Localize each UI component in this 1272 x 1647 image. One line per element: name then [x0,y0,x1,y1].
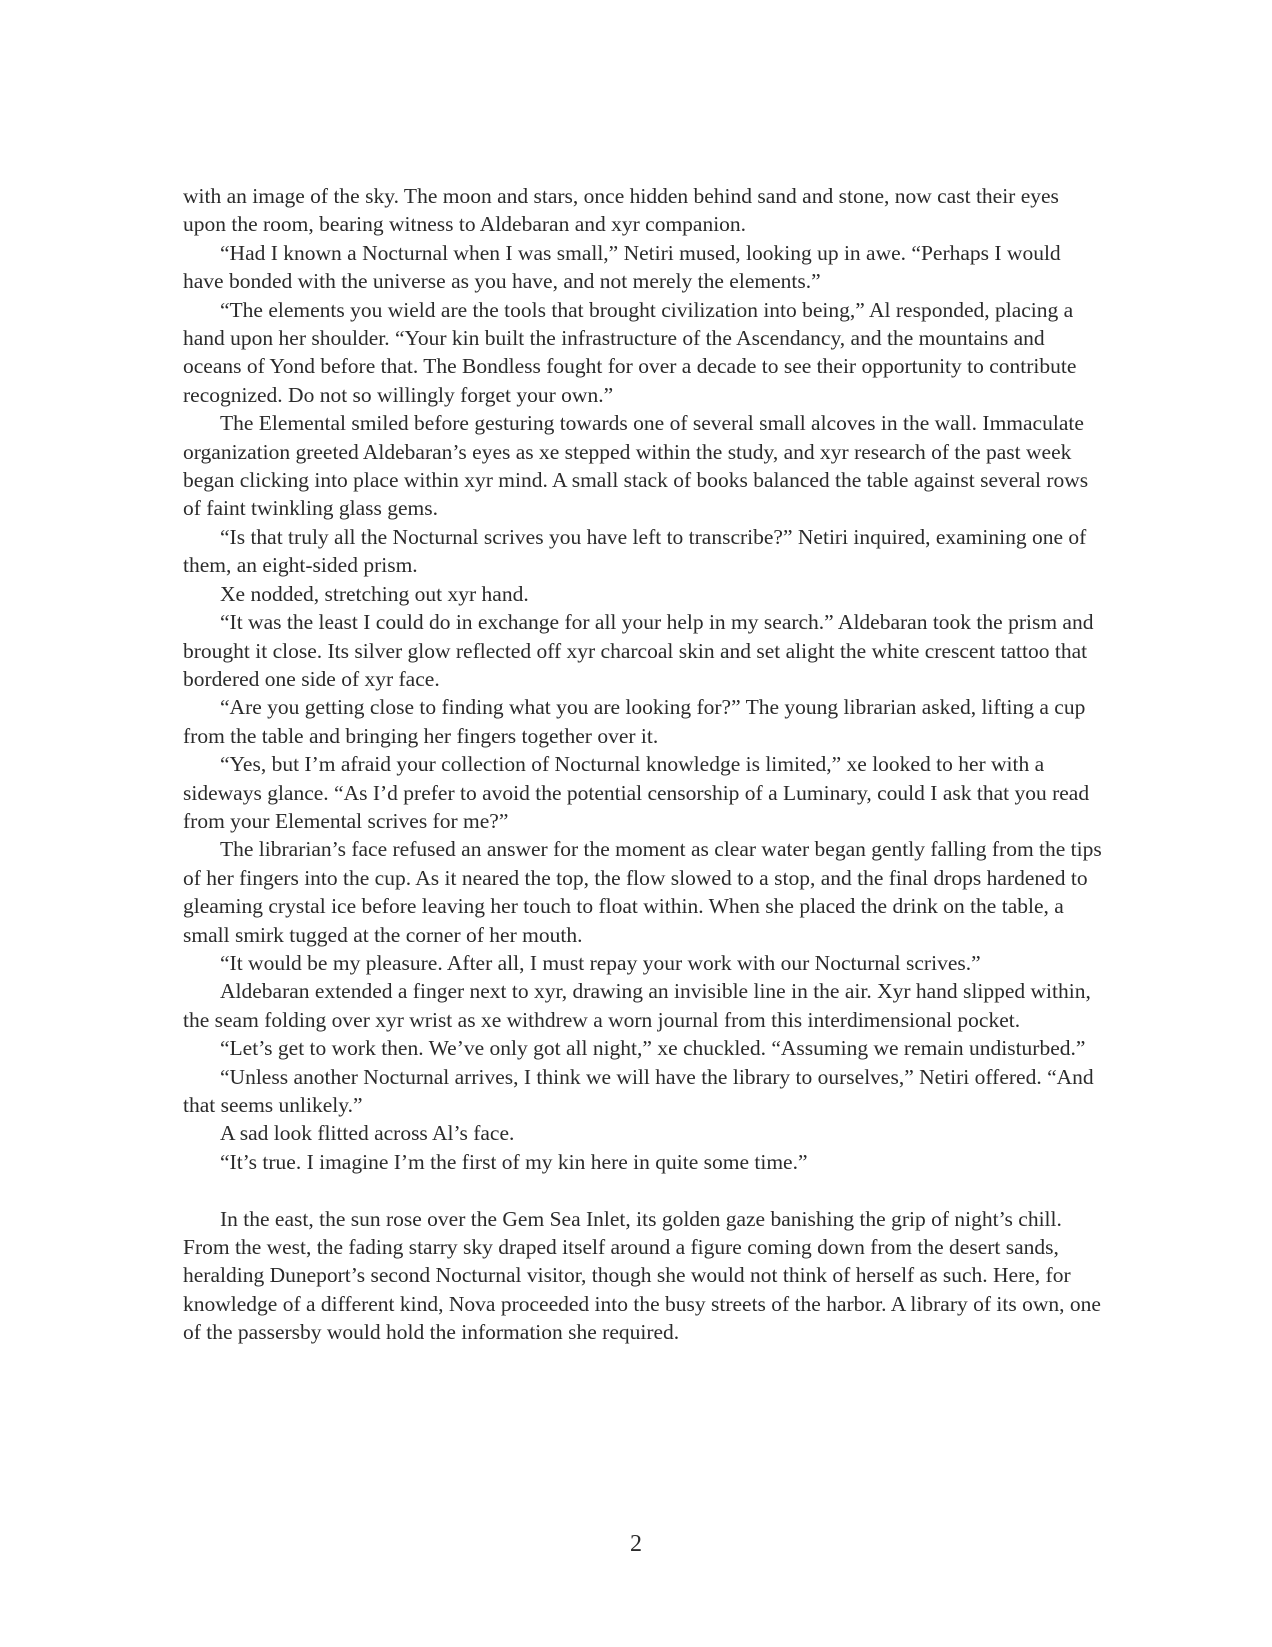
page-number: 2 [630,1531,642,1557]
paragraph: “Are you getting close to finding what you are looking for?” The young librarian asked, lifting a cup from the table and bringing her fingers together over it. [183,695,1086,748]
paragraph: Xe nodded, stretching out xyr hand. [220,581,529,606]
paragraph: with an image of the sky. The moon and stars, once hidden behind sand and stone, now cast their eyes upon the room, bearing witness to Aldebaran and xyr companion. [183,184,1059,237]
paragraph: “It was the least I could do in exchange for all your help in my search.” Aldebaran took the prism and brought it close. Its silver glow reflected off xyr charcoal skin and set alight the white crescent tattoo that bordered one side of xyr face. [183,610,1094,691]
body-text [183,182,1103,1347]
paragraph: Aldebaran extended a finger next to xyr, drawing an invisible line in the air. Xyr hand slipped within, the seam folding over xyr wrist as xe withdrew a worn journal from this interdimensional pocket. [183,979,1091,1032]
paragraph: The Elemental smiled before gesturing towards one of several small alcoves in the wall. Immaculate organization greeted Aldebaran’s eyes as xe stepped within the study, and xyr research of the past week began clicking into place within xyr mind. A small stack of books balanced the table against several rows of faint twinkling glass gems. [183,411,1089,521]
paragraph: “It’s true. I imagine I’m the first of my kin here in quite some time.” [220,1149,808,1174]
paragraph: In the east, the sun rose over the Gem Sea Inlet, its golden gaze banishing the grip of night’s chill. From the west, the fading starry sky draped itself around a figure coming down from the desert sands, heralding Duneport’s second Nocturnal visitor, though she would not think of herself as such. Here, for knowledge of a different kind, Nova proceeded into the busy streets of the harbor. A library of its own, one of the passersby would hold the information she required. [183,1206,1101,1345]
scene-break [183,1176,1103,1204]
paragraph: “It would be my pleasure. After all, I must repay your work with our Nocturnal scrives.” [220,950,981,975]
paragraph: A sad look flitted across Al’s face. [220,1121,515,1146]
paragraph: The librarian’s face refused an answer for the moment as clear water began gently falling from the tips of her fingers into the cup. As it neared the top, the flow slowed to a stop, and the final drops hardened to gleaming crystal ice before leaving her touch to float within. When she placed the drink on the table, a small smirk tugged at the corner of her mouth. [183,837,1102,947]
paragraph: “Is that truly all the Nocturnal scrives you have left to transcribe?” Netiri inquired, examining one of them, an eight-sided prism. [183,524,1087,578]
paragraph: “Let’s get to work then. We’ve only got all night,” xe chuckled. “Assuming we remain undisturbed.” [220,1036,1086,1061]
paragraph: “Had I known a Nocturnal when I was small,” Netiri mused, looking up in awe. “Perhaps I would have bonded with the universe as you have, and not merely the elements.” [183,240,1061,294]
paragraph: “Unless another Nocturnal arrives, I think we will have the library to ourselves,” Netiri offered. “And that seems unlikely.” [183,1064,1094,1117]
paragraph: “Yes, but I’m afraid your collection of Nocturnal knowledge is limited,” xe looked to her with a sideways glance. “As I’d prefer to avoid the potential censorship of a Luminary, could I ask that you read from your Elemental scrives for me?” [183,752,1090,833]
paragraph: “The elements you wield are the tools that brought civilization into being,” Al responded, placing a hand upon her shoulder. “Your kin built the infrastructure of the Ascendancy, and the mountains and oceans of Yond before that. The Bondless fought for over a decade to see their opportunity to contribute recognized. Do not so willingly forget your own.” [183,297,1077,407]
